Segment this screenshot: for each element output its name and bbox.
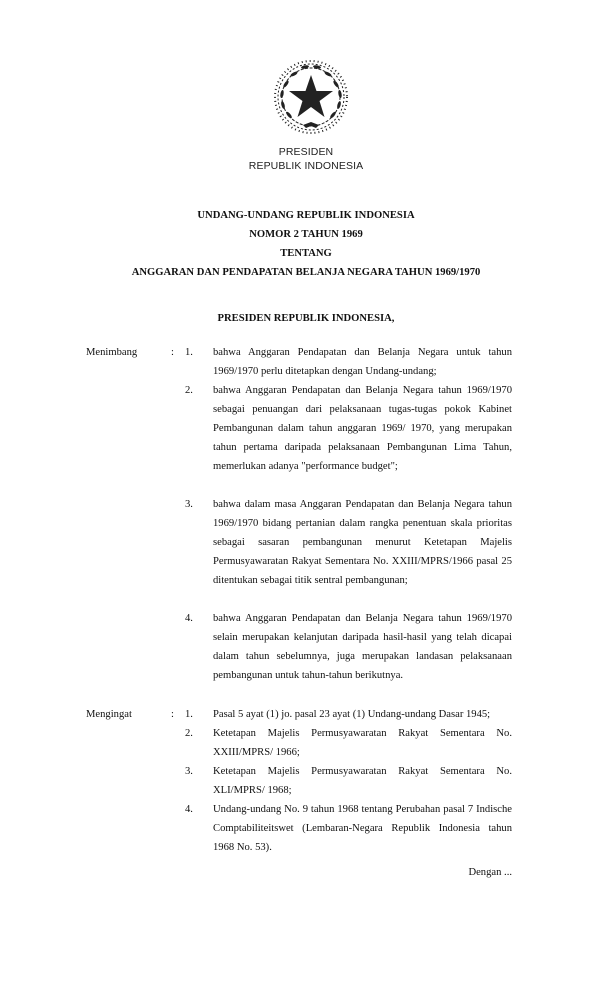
presidential-emblem-icon: [272, 58, 350, 136]
issuer-heading: PRESIDEN REPUBLIK INDONESIA,: [217, 313, 395, 324]
item-text: Ketetapan Majelis Permusyawaratan Rakyat Sementara No. XXIII/MPRS/ 1966;: [213, 728, 512, 758]
item-number: 3.: [185, 499, 193, 510]
law-subject: ANGGARAN DAN PENDAPATAN BELANJA NEGARA TAHUN 1969/1970: [131, 267, 481, 278]
law-tentang: TENTANG: [280, 248, 332, 259]
law-number: NOMOR 2 TAHUN 1969: [249, 229, 363, 240]
item-text: Ketetapan Majelis Permusyawaratan Rakyat Sementara No. XLI/MPRS/ 1968;: [213, 766, 512, 796]
header-presiden: PRESIDEN: [278, 146, 334, 158]
item-number: 1.: [185, 709, 193, 720]
item-text: bahwa dalam masa Anggaran Pendapatan dan Belanja Negara tahun 1969/1970 bidang pertanian dalam rangka penentuan skala prioritas sebagai sasaran pembangunan menurut Ketetapan Majelis Permusyawaratan Rakyat Sementara No. XXIII/MPRS/1966 pasal 25 ditentukan sebagai titik sentral pembangunan;: [213, 499, 512, 586]
header-republik-indonesia: REPUBLIK INDONESIA: [248, 160, 364, 172]
item-text: bahwa Anggaran Pendapatan dan Belanja Negara tahun 1969/1970 selain merupakan kelanjutan daripada hasil-hasil yang telah dicapai dalam tahun sebelumnya, juga merupakan landasan pelaksanaan pembangunan untuk tahun-tahun berikutnya.: [213, 613, 512, 681]
item-text: bahwa Anggaran Pendapatan dan Belanja Negara untuk tahun 1969/1970 perlu ditetapkan dengan Undang-undang;: [213, 347, 512, 377]
page-continuation: Dengan ...: [468, 867, 512, 878]
item-text: Pasal 5 ayat (1) jo. pasal 23 ayat (1) Undang-undang Dasar 1945;: [213, 709, 491, 720]
mengingat-colon: :: [171, 709, 174, 720]
item-number: 4.: [185, 804, 193, 815]
item-number: 1.: [185, 347, 193, 358]
item-text: Undang-undang No. 9 tahun 1968 tentang Perubahan pasal 7 Indische Comptabiliteitswet (Lembaran-Negara Republik Indonesia tahun 1968 No. 53).: [213, 804, 512, 853]
item-number: 2.: [185, 385, 193, 396]
mengingat-label: Mengingat: [86, 709, 132, 720]
item-text: bahwa Anggaran Pendapatan dan Belanja Negara tahun 1969/1970 sebagai penuangan dari pelaksanaan tugas-tugas pokok Kabinet Pembangunan dalam tahun anggaran 1969/ 1970, yang merupakan tahun pertama daripada pelaksanaan Pembangunan Lima Tahun, memerlukan adanya "performance budget";: [213, 385, 512, 472]
item-number: 2.: [185, 728, 193, 739]
menimbang-label: Menimbang: [86, 347, 138, 358]
item-number: 3.: [185, 766, 193, 777]
law-title: UNDANG-UNDANG REPUBLIK INDONESIA: [197, 210, 415, 221]
item-number: 4.: [185, 613, 193, 624]
menimbang-colon: :: [171, 347, 174, 358]
